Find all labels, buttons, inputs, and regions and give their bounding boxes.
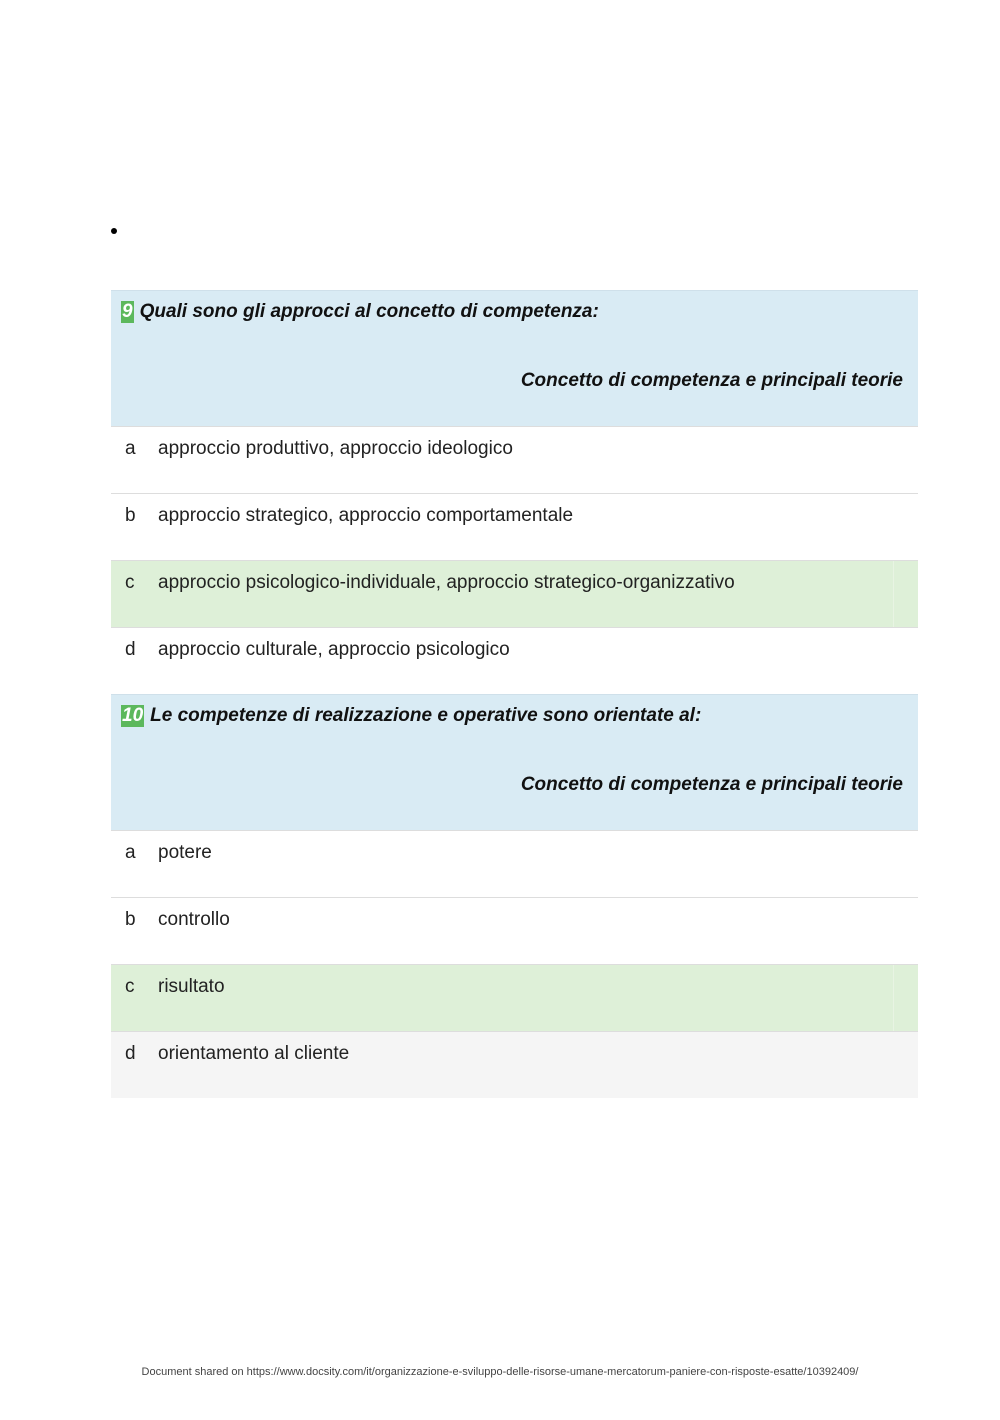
option-text: controllo [158,909,230,930]
option-letter: b [125,909,136,930]
question-block-9 [111,290,918,694]
question-title [121,705,701,727]
answer-option-b [111,897,918,964]
list-bullet [111,228,117,234]
option-text: approccio strategico, approccio comportamentale [158,505,574,526]
answer-option-b [111,493,918,560]
question-header [111,290,918,426]
option-letter: d [125,639,136,660]
answer-option-a [111,830,918,897]
option-letter: c [125,976,135,997]
answer-option-d [111,627,918,694]
option-letter: a [125,842,136,863]
document-footer: Document shared on https://www.docsity.com/it/organizzazione-e-sviluppo-delle-risorse-umane-mercatorum-paniere-con-risposte-esatte/10392409/ [141,1366,859,1378]
option-letter: b [125,505,136,526]
question-number-badge: 9 [122,301,133,322]
option-letter: c [125,572,135,593]
correct-indicator-strip [893,561,918,627]
option-text: risultato [158,976,225,997]
answer-option-c-correct [111,560,918,627]
answer-option-a [111,426,918,493]
option-letter: d [125,1043,136,1064]
question-topic: Concetto di competenza e principali teorie [520,370,903,391]
question-number-badge: 10 [122,705,144,726]
question-header [111,694,918,830]
question-topic: Concetto di competenza e principali teorie [520,774,903,795]
question-title [121,301,599,323]
answer-option-c-correct [111,964,918,1031]
option-text: potere [158,842,212,863]
option-letter: a [125,438,136,459]
question-text: Le competenze di realizzazione e operative sono orientate al: [150,705,702,726]
question-text: Quali sono gli approcci al concetto di competenza: [139,301,599,322]
option-text: approccio produttivo, approccio ideologico [158,438,513,459]
question-block-10 [111,694,918,1098]
answer-option-d [111,1031,918,1098]
option-text: orientamento al cliente [158,1043,350,1064]
option-text: approccio culturale, approccio psicologico [158,639,510,660]
option-text: approccio psicologico-individuale, approccio strategico-organizzativo [158,572,735,593]
correct-indicator-strip [893,965,918,1031]
